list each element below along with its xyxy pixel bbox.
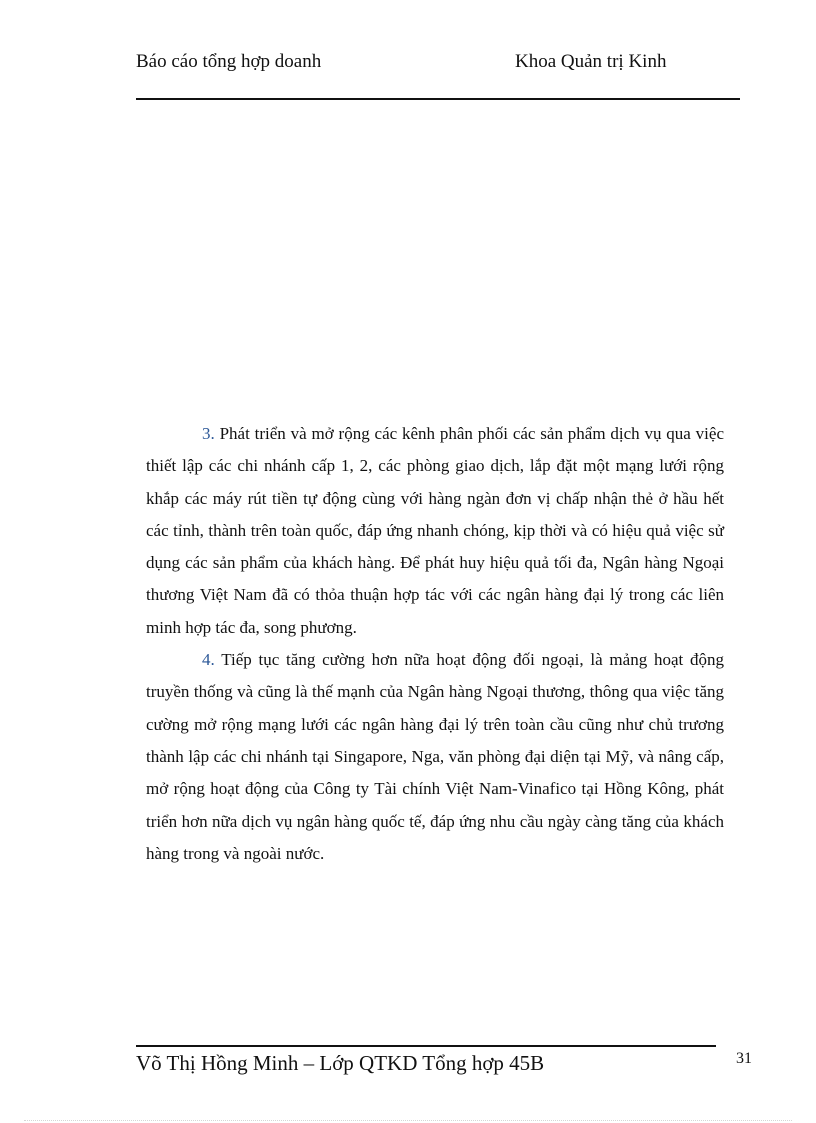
paragraph-text: Phát triển và mở rộng các kênh phân phối các sản phẩm dịch vụ qua việc thiết lập các chi nhánh cấp 1, 2, các phòng giao dịch, lắp đặt một mạng lưới rộng khắp các máy rút tiền tự động cùng với hàng ngàn đơn vị chấp nhận thẻ ở hầu hết các tỉnh, thành trên toàn quốc, đáp ứng nhanh chóng, kịp thời và có hiệu quả việc sử dụng các sản phẩm của khách hàng. Để phát huy hiệu quả tối đa, Ngân hàng Ngoại thương Việt Nam đã có thỏa thuận hợp tác với các ngân hàng đại lý trong các liên minh hợp tác đa, song phương.: [146, 424, 724, 637]
footer-author: Võ Thị Hồng Minh – Lớp QTKD Tổng hợp 45B: [136, 1051, 545, 1075]
page-number: 31: [736, 1050, 752, 1067]
paragraph-number: 3.: [202, 424, 215, 443]
paragraph-3: [146, 418, 724, 644]
header-left-title: Báo cáo tổng hợp doanh: [136, 51, 322, 72]
paragraph-4: [146, 644, 724, 870]
document-body: [146, 418, 724, 870]
page-bottom-edge: [24, 1120, 792, 1121]
footer-divider: [136, 1045, 716, 1047]
paragraph-number: 4.: [202, 650, 215, 670]
header-right-title: Khoa Quản trị Kinh: [515, 51, 667, 72]
paragraph-text: Tiếp tục tăng cường hơn nữa hoạt động đối ngoại, là mảng hoạt động truyền thống và cũng là thế mạnh của Ngân hàng Ngoại thương, thông qua việc tăng cường mở rộng mạng lưới các ngân hàng đại lý trên toàn cầu cũng như chủ trương thành lập các chi nhánh tại Singapore, Nga, văn phòng đại diện tại Mỹ, và nâng cấp, mở rộng hoạt động của Công ty Tài chính Việt Nam-Vinafico tại Hồng Kông, phát triển hơn nữa dịch vụ ngân hàng quốc tế, đáp ứng nhu cầu ngày càng tăng của khách hàng trong và ngoài nước.: [146, 650, 724, 863]
header-divider: [136, 98, 740, 100]
